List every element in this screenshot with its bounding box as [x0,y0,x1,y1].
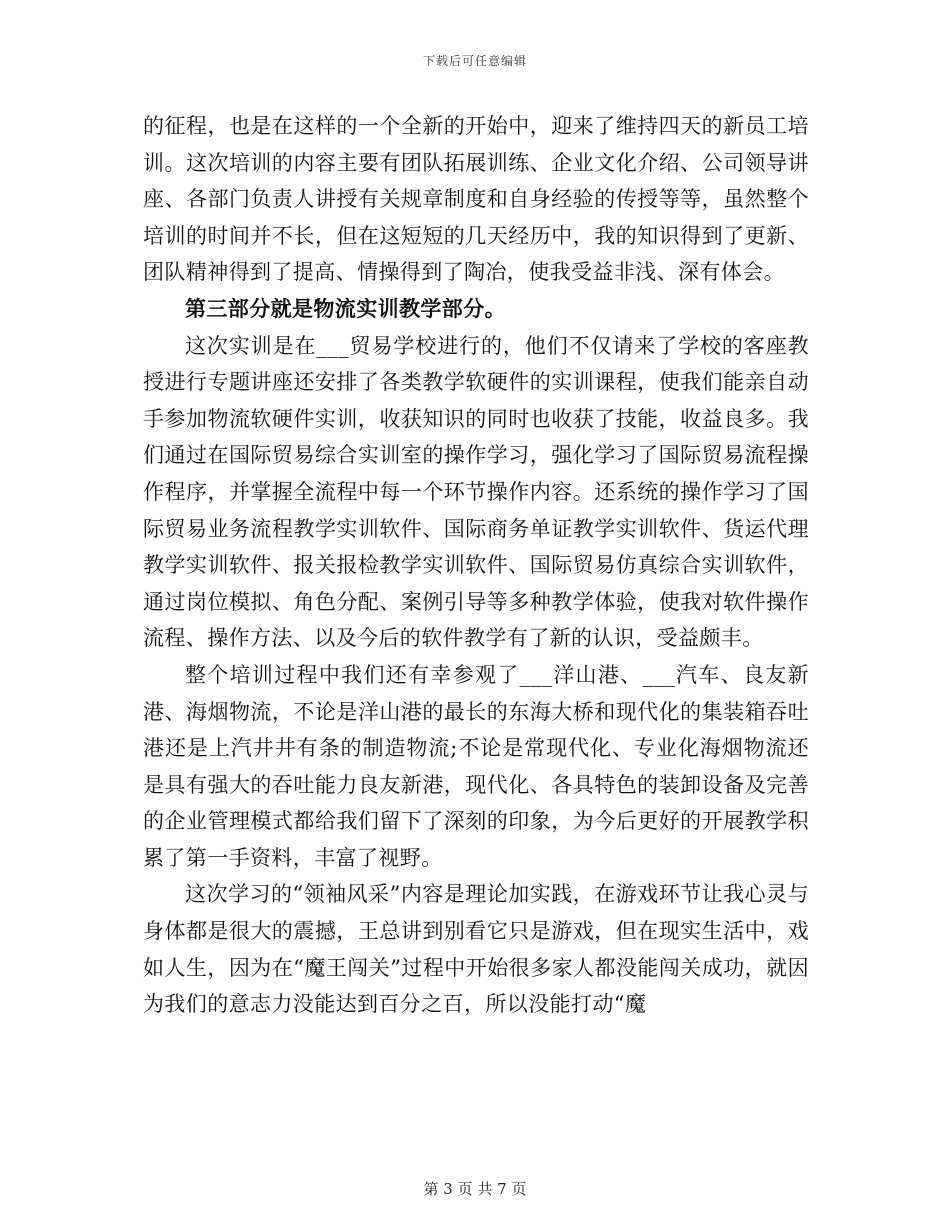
paragraph-site-visits: 整个培训过程中我们还有幸参观了___洋山港、___汽车、良友新港、海烟物流，不论是洋山港的最长的东海大桥和现代化的集装箱吞吐港还是上汽井井有条的制造物流;不论是常现代化、专业化海烟物流还是具有强大的吞吐能力良友新港，现代化、各具特色的装卸设备及完善的企业管理模式都给我们留下了深刻的印象，为今后更好的开展教学积累了第一手资料，丰富了视野。 [143,662,809,870]
paragraph-training-intro: 的征程，也是在这样的一个全新的开始中，迎来了维持四天的新员工培训。这次培训的内容主要有团队拓展训练、企业文化介绍、公司领导讲座、各部门负责人讲授有关规章制度和自身经验的传授等等，虽然整个培训的时间并不长，但在这短短的几天经历中，我的知识得到了更新、团队精神得到了提高、情操得到了陶冶，使我受益非浅、深有体会。 [143,114,809,285]
paragraph-practical-training: 这次实训是在___贸易学校进行的，他们不仅请来了学校的客座教授进行专题讲座还安排了各类教学软硬件的实训课程，使我们能亲自动手参加物流软硬件实训，收获知识的同时也收获了技能，收益良多。我们通过在国际贸易综合实训室的操作学习，强化学习了国际贸易流程操作程序，并掌握全流程中每一个环节操作内容。还系统的操作学习了国际贸易业务流程教学实训软件、国际商务单证教学实训软件、货运代理教学实训软件、报关报检教学实训软件、国际贸易仿真综合实训软件，通过岗位模拟、角色分配、案例引导等多种教学体验，使我对软件操作流程、操作方法、以及今后的软件教学有了新的认识，受益颇丰。 [143,333,809,651]
document-body [143,108,809,1023]
section-heading-part-three: 第三部分就是物流实训教学部分。 [185,295,506,321]
page-header: 下载后可任意编辑 [422,54,527,68]
page-footer: 第 3 页 共 7 页 [423,1180,527,1198]
paragraph-leadership-course: 这次学习的“领袖风采”内容是理论加实践，在游戏环节让我心灵与身体都是很大的震撼，王总讲到别看它只是游戏，但在现实生活中，戏如人生，因为在“魔王闯关”过程中开始很多家人都没能闯关成功，就因为我们的意志力没能达到百分之百，所以没能打动“魔 [143,882,809,1017]
